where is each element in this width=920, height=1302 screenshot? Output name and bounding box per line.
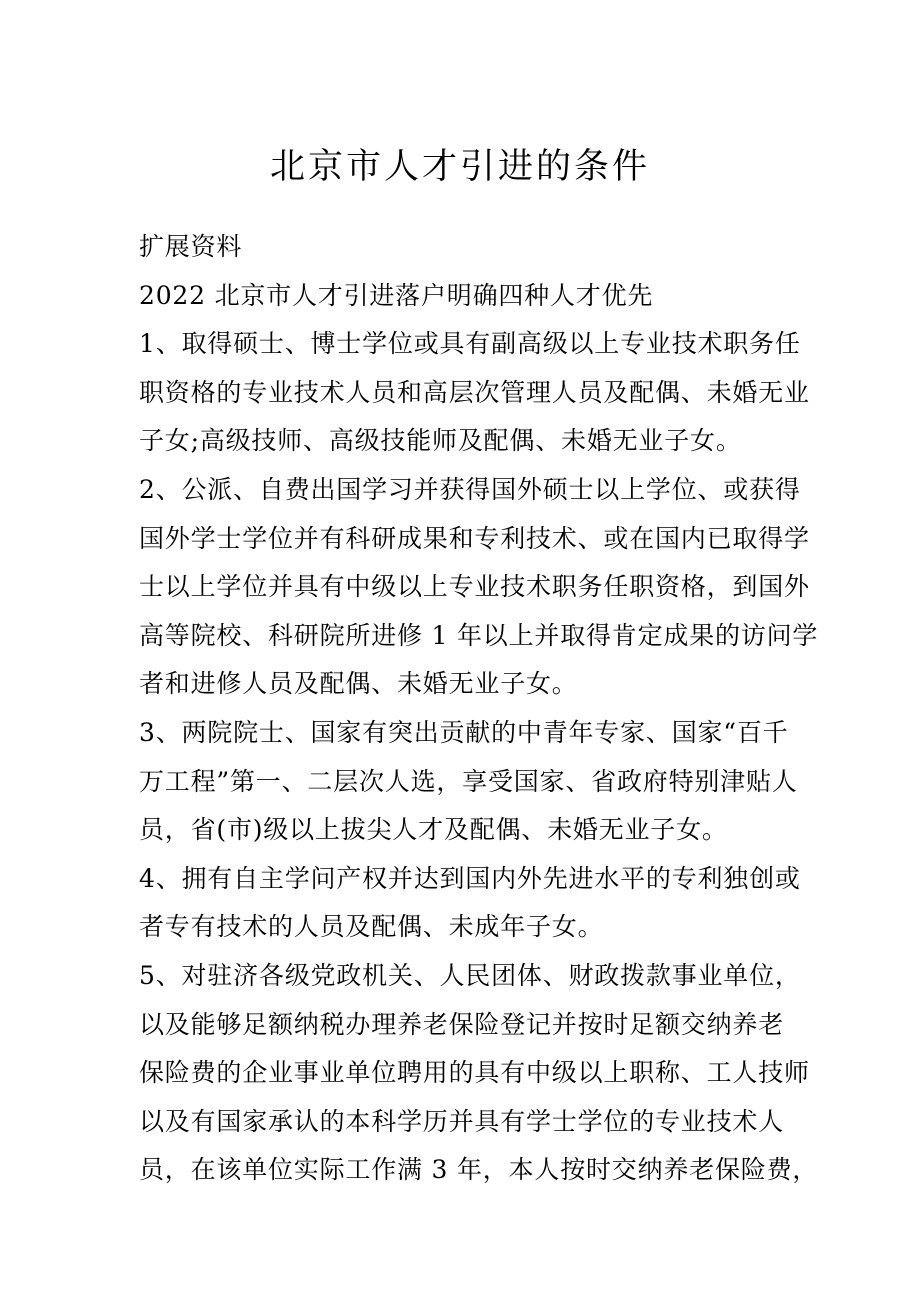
text-line: 以及能够足额纳税办理养老保险登记并按时足额交纳养老 xyxy=(139,1009,785,1039)
text-line: 4、拥有自主学问产权并达到国内外先进水平的专利独创或 xyxy=(139,863,801,893)
text-line: 者专有技术的人员及配偶、未成年子女。 xyxy=(139,912,604,942)
document-title: 北京市人才引进的条件 xyxy=(269,147,650,187)
text-line: 5、对驻济各级党政机关、人民团体、财政拨款事业单位， xyxy=(139,960,801,990)
text-line: 2022 北京市人才引进落户明确四种人才优先 xyxy=(139,280,654,310)
text-line: 2、公派、自费出国学习并获得国外硕士以上学位、或获得 xyxy=(139,474,801,504)
text-line: 者和进修人员及配偶、未婚无业子女。 xyxy=(139,669,578,699)
text-line: 高等院校、科研院所进修 1 年以上并取得肯定成果的访问学 xyxy=(139,620,819,650)
text-line: 士以上学位并具有中级以上专业技术职务任职资格，到国外 xyxy=(139,572,810,602)
document-body xyxy=(139,223,819,1195)
text-line: 1、取得硕士、博士学位或具有副高级以上专业技术职务任 xyxy=(139,329,801,359)
text-line: 保险费的企业事业单位聘用的具有中级以上职称、工人技师 xyxy=(139,1058,810,1088)
text-line: 万工程”第一、二层次人选，享受国家、省政府特别津贴人 xyxy=(139,766,798,796)
text-line: 子女;高级技师、高级技能师及配偶、未婚无业子女。 xyxy=(139,426,742,456)
text-line: 职资格的专业技术人员和高层次管理人员及配偶、未婚无业 xyxy=(139,377,810,407)
text-line: 3、两院院士、国家有突出贡献的中青年专家、国家“百千 xyxy=(139,717,789,747)
text-line: 以及有国家承认的本科学历并具有学士学位的专业技术人 xyxy=(139,1106,785,1136)
text-line: 员，在该单位实际工作满 3 年，本人按时交纳养老保险费， xyxy=(139,1155,819,1185)
text-line: 员，省(市)级以上拔尖人才及配偶、未婚无业子女。 xyxy=(139,815,728,845)
text-line: 国外学士学位并有科研成果和专利技术、或在国内已取得学 xyxy=(139,523,810,553)
text-line: 扩展资料 xyxy=(139,232,243,261)
